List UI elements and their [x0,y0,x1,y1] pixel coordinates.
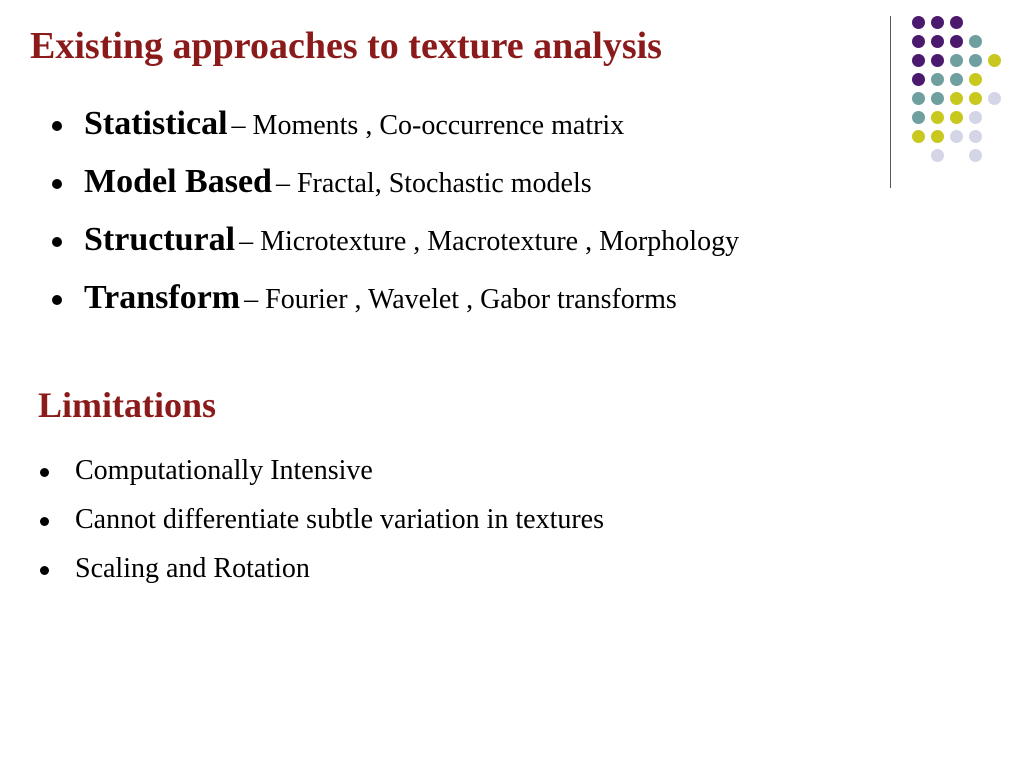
approach-description: – Microtexture , Macrotexture , Morphology [239,226,740,257]
decorative-dot [969,149,982,162]
bullet-icon [52,295,62,305]
approach-term: Model Based [84,163,272,200]
decorative-dot [969,35,982,48]
decorative-dot [988,54,1001,67]
bullet-icon [40,468,49,477]
decorative-dot [950,54,963,67]
decorative-dot [931,130,944,143]
decorative-dot [950,130,963,143]
approaches-list [46,100,739,332]
limitation-text: Cannot differentiate subtle variation in textures [75,504,604,535]
decorative-dot [950,92,963,105]
decorative-dot [969,111,982,124]
decorative-dot [912,54,925,67]
decorative-dot [950,35,963,48]
decorative-dot [931,73,944,86]
decorative-dot [912,130,925,143]
decorative-dot [912,73,925,86]
list-item [46,158,739,216]
decorative-dot [950,111,963,124]
decorative-dot [931,35,944,48]
decorative-dot [931,92,944,105]
approach-description: – Fourier , Wavelet , Gabor transforms [244,284,677,315]
limitation-text: Scaling and Rotation [75,553,310,584]
decorative-dot [931,149,944,162]
bullet-icon [40,517,49,526]
decorative-dot [969,54,982,67]
approach-term: Transform [84,279,241,316]
limitation-text: Computationally Intensive [75,455,373,486]
bullet-icon [52,237,62,247]
decorative-dot [988,92,1001,105]
decorative-dot [969,130,982,143]
decorative-dot [950,16,963,29]
slide-title: Existing approaches to texture analysis [30,25,662,67]
approach-description: – Moments , Co-occurrence matrix [231,110,625,141]
decorative-dot [912,16,925,29]
decorative-dot [950,73,963,86]
decorative-dot [969,92,982,105]
list-item [40,546,604,595]
list-item [46,274,739,332]
list-item [46,100,739,158]
limitations-heading: Limitations [38,385,217,425]
decorative-dot [969,73,982,86]
approach-term: Statistical [84,105,228,142]
list-item [40,497,604,546]
limitations-list [40,448,604,595]
list-item [46,216,739,274]
decorative-dot [931,111,944,124]
decorative-dot [912,35,925,48]
bullet-icon [40,566,49,575]
decorative-dot [912,92,925,105]
bullet-icon [52,121,62,131]
approach-term: Structural [84,221,236,258]
approach-description: – Fractal, Stochastic models [275,168,592,199]
decorative-dot [931,16,944,29]
decorative-dot [912,111,925,124]
decorative-dot [931,54,944,67]
list-item [40,448,604,497]
bullet-icon [52,179,62,189]
